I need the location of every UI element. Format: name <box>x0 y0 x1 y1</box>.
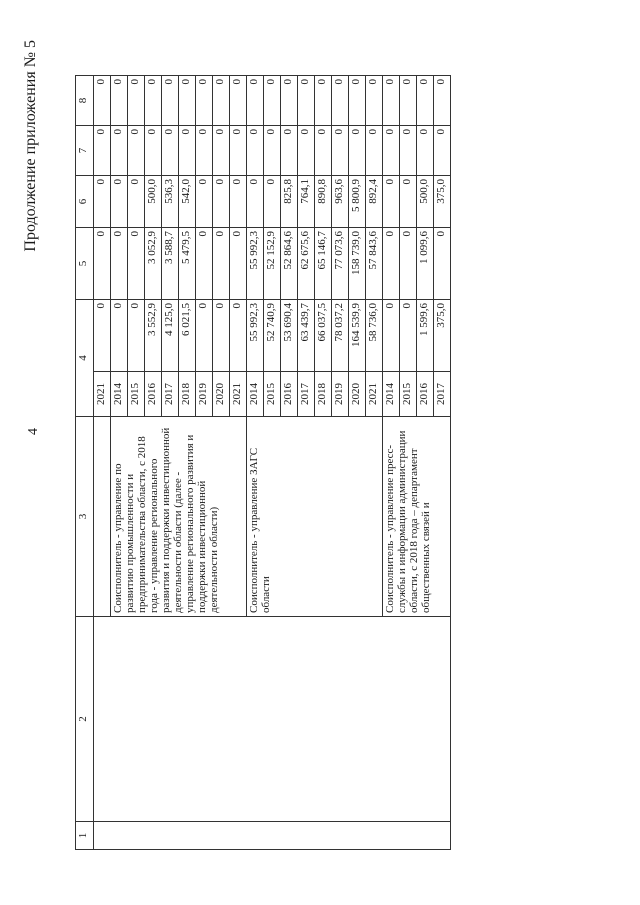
value-cell: 542,0 <box>179 176 196 228</box>
value-cell: 0 <box>213 176 230 228</box>
value-cell: 0 <box>111 126 128 176</box>
value-cell: 764,1 <box>298 176 315 228</box>
executor-cell: Соисполнитель - управление пресс-службы и информации администрации области, с 2018 года – департамент общественных связей и <box>383 417 451 617</box>
value-cell: 0 <box>230 300 247 372</box>
value-cell: 0 <box>94 300 111 372</box>
value-cell: 0 <box>128 176 145 228</box>
year-cell: 2017 <box>298 372 315 417</box>
value-cell: 0 <box>111 176 128 228</box>
value-cell: 0 <box>247 176 264 228</box>
value-cell: 0 <box>281 126 298 176</box>
value-cell: 58 736,0 <box>366 300 383 372</box>
value-cell: 0 <box>179 126 196 176</box>
value-cell: 0 <box>298 76 315 126</box>
executor-cell <box>94 417 111 617</box>
value-cell: 0 <box>196 76 213 126</box>
year-cell: 2019 <box>332 372 349 417</box>
year-cell: 2015 <box>264 372 281 417</box>
value-cell: 0 <box>315 126 332 176</box>
value-cell: 0 <box>264 126 281 176</box>
value-cell: 0 <box>128 76 145 126</box>
value-cell: 0 <box>332 76 349 126</box>
page-number: 4 <box>26 428 41 435</box>
year-cell: 2016 <box>281 372 298 417</box>
value-cell: 3 052,9 <box>145 228 162 300</box>
value-cell: 5 479,5 <box>179 228 196 300</box>
value-cell: 0 <box>94 126 111 176</box>
value-cell: 0 <box>196 126 213 176</box>
value-cell: 0 <box>383 228 400 300</box>
value-cell: 0 <box>264 176 281 228</box>
value-cell: 0 <box>213 76 230 126</box>
value-cell: 0 <box>349 126 366 176</box>
value-cell: 0 <box>128 126 145 176</box>
value-cell: 0 <box>264 76 281 126</box>
year-cell: 2019 <box>196 372 213 417</box>
table-row <box>94 76 111 850</box>
value-cell: 0 <box>383 300 400 372</box>
value-cell: 0 <box>247 126 264 176</box>
value-cell: 0 <box>400 300 417 372</box>
executor-cell: Соисполнитель - управление по развитию промышленности и предпринимательства области, с 2018 года - управление регионального развития и поддержки инвестиционной деятельности области (далее - управление регионального развития и поддержки инвестиционной деятельности области) <box>111 417 247 617</box>
col1-cell <box>94 822 451 850</box>
value-cell: 0 <box>400 126 417 176</box>
value-cell: 0 <box>383 176 400 228</box>
value-cell: 890,8 <box>315 176 332 228</box>
value-cell: 0 <box>349 76 366 126</box>
year-cell: 2016 <box>417 372 434 417</box>
column-number-row <box>76 76 94 850</box>
value-cell: 0 <box>179 76 196 126</box>
value-cell: 0 <box>196 176 213 228</box>
value-cell: 0 <box>213 228 230 300</box>
year-cell: 2015 <box>128 372 145 417</box>
value-cell: 0 <box>213 300 230 372</box>
year-cell: 2021 <box>94 372 111 417</box>
value-cell: 892,4 <box>366 176 383 228</box>
column-number: 7 <box>76 126 94 176</box>
value-cell: 1 599,6 <box>417 300 434 372</box>
year-cell: 2014 <box>383 372 400 417</box>
value-cell: 0 <box>281 76 298 126</box>
year-cell: 2017 <box>162 372 179 417</box>
value-cell: 0 <box>128 228 145 300</box>
value-cell: 0 <box>230 228 247 300</box>
value-cell: 0 <box>400 228 417 300</box>
value-cell: 0 <box>128 300 145 372</box>
value-cell: 500,0 <box>417 176 434 228</box>
column-number: 8 <box>76 76 94 126</box>
value-cell: 52 152,9 <box>264 228 281 300</box>
value-cell: 158 739,0 <box>349 228 366 300</box>
value-cell: 0 <box>111 228 128 300</box>
column-number: 5 <box>76 228 94 300</box>
value-cell: 5 800,9 <box>349 176 366 228</box>
value-cell: 0 <box>230 126 247 176</box>
value-cell: 6 021,5 <box>179 300 196 372</box>
value-cell: 0 <box>247 76 264 126</box>
value-cell: 0 <box>434 126 451 176</box>
year-cell: 2017 <box>434 372 451 417</box>
year-cell: 2020 <box>213 372 230 417</box>
value-cell: 0 <box>213 126 230 176</box>
value-cell: 0 <box>145 126 162 176</box>
value-cell: 52 740,9 <box>264 300 281 372</box>
value-cell: 0 <box>230 76 247 126</box>
value-cell: 53 690,4 <box>281 300 298 372</box>
value-cell: 536,3 <box>162 176 179 228</box>
value-cell: 63 439,7 <box>298 300 315 372</box>
value-cell: 0 <box>162 126 179 176</box>
value-cell: 0 <box>111 76 128 126</box>
value-cell: 164 539,9 <box>349 300 366 372</box>
value-cell: 3 588,7 <box>162 228 179 300</box>
value-cell: 0 <box>332 126 349 176</box>
year-cell: 2015 <box>400 372 417 417</box>
year-cell: 2021 <box>230 372 247 417</box>
column-number: 6 <box>76 176 94 228</box>
value-cell: 52 864,6 <box>281 228 298 300</box>
value-cell: 375,0 <box>434 176 451 228</box>
value-cell: 0 <box>400 76 417 126</box>
col2-cell <box>94 617 451 822</box>
value-cell: 0 <box>383 126 400 176</box>
value-cell: 77 073,6 <box>332 228 349 300</box>
value-cell: 0 <box>417 126 434 176</box>
value-cell: 0 <box>94 176 111 228</box>
column-number: 2 <box>76 617 94 822</box>
value-cell: 375,0 <box>434 300 451 372</box>
value-cell: 0 <box>230 176 247 228</box>
year-cell: 2021 <box>366 372 383 417</box>
value-cell: 62 675,6 <box>298 228 315 300</box>
value-cell: 55 992,3 <box>247 228 264 300</box>
year-cell: 2018 <box>315 372 332 417</box>
value-cell: 825,8 <box>281 176 298 228</box>
value-cell: 3 552,9 <box>145 300 162 372</box>
year-cell: 2014 <box>111 372 128 417</box>
year-cell: 2016 <box>145 372 162 417</box>
value-cell: 57 843,6 <box>366 228 383 300</box>
year-cell: 2018 <box>179 372 196 417</box>
value-cell: 0 <box>434 76 451 126</box>
continuation-header: Продолжение приложения № 5 <box>22 40 39 252</box>
value-cell: 78 037,2 <box>332 300 349 372</box>
column-number: 4 <box>76 300 94 417</box>
value-cell: 0 <box>366 76 383 126</box>
value-cell: 963,6 <box>332 176 349 228</box>
value-cell: 4 125,0 <box>162 300 179 372</box>
value-cell: 0 <box>298 126 315 176</box>
value-cell: 0 <box>111 300 128 372</box>
value-cell: 65 146,7 <box>315 228 332 300</box>
value-cell: 0 <box>366 126 383 176</box>
value-cell: 0 <box>145 76 162 126</box>
value-cell: 0 <box>417 76 434 126</box>
year-cell: 2014 <box>247 372 264 417</box>
column-number: 1 <box>76 822 94 850</box>
value-cell: 0 <box>94 76 111 126</box>
value-cell: 0 <box>162 76 179 126</box>
value-cell: 500,0 <box>145 176 162 228</box>
value-cell: 0 <box>434 228 451 300</box>
value-cell: 1 099,6 <box>417 228 434 300</box>
value-cell: 0 <box>196 300 213 372</box>
value-cell: 0 <box>383 76 400 126</box>
budget-table <box>75 75 451 850</box>
value-cell: 0 <box>196 228 213 300</box>
value-cell: 0 <box>94 228 111 300</box>
value-cell: 0 <box>400 176 417 228</box>
column-number: 3 <box>76 417 94 617</box>
value-cell: 55 992,3 <box>247 300 264 372</box>
year-cell: 2020 <box>349 372 366 417</box>
value-cell: 66 037,5 <box>315 300 332 372</box>
value-cell: 0 <box>315 76 332 126</box>
executor-cell: Соисполнитель - управление ЗАГС области <box>247 417 383 617</box>
